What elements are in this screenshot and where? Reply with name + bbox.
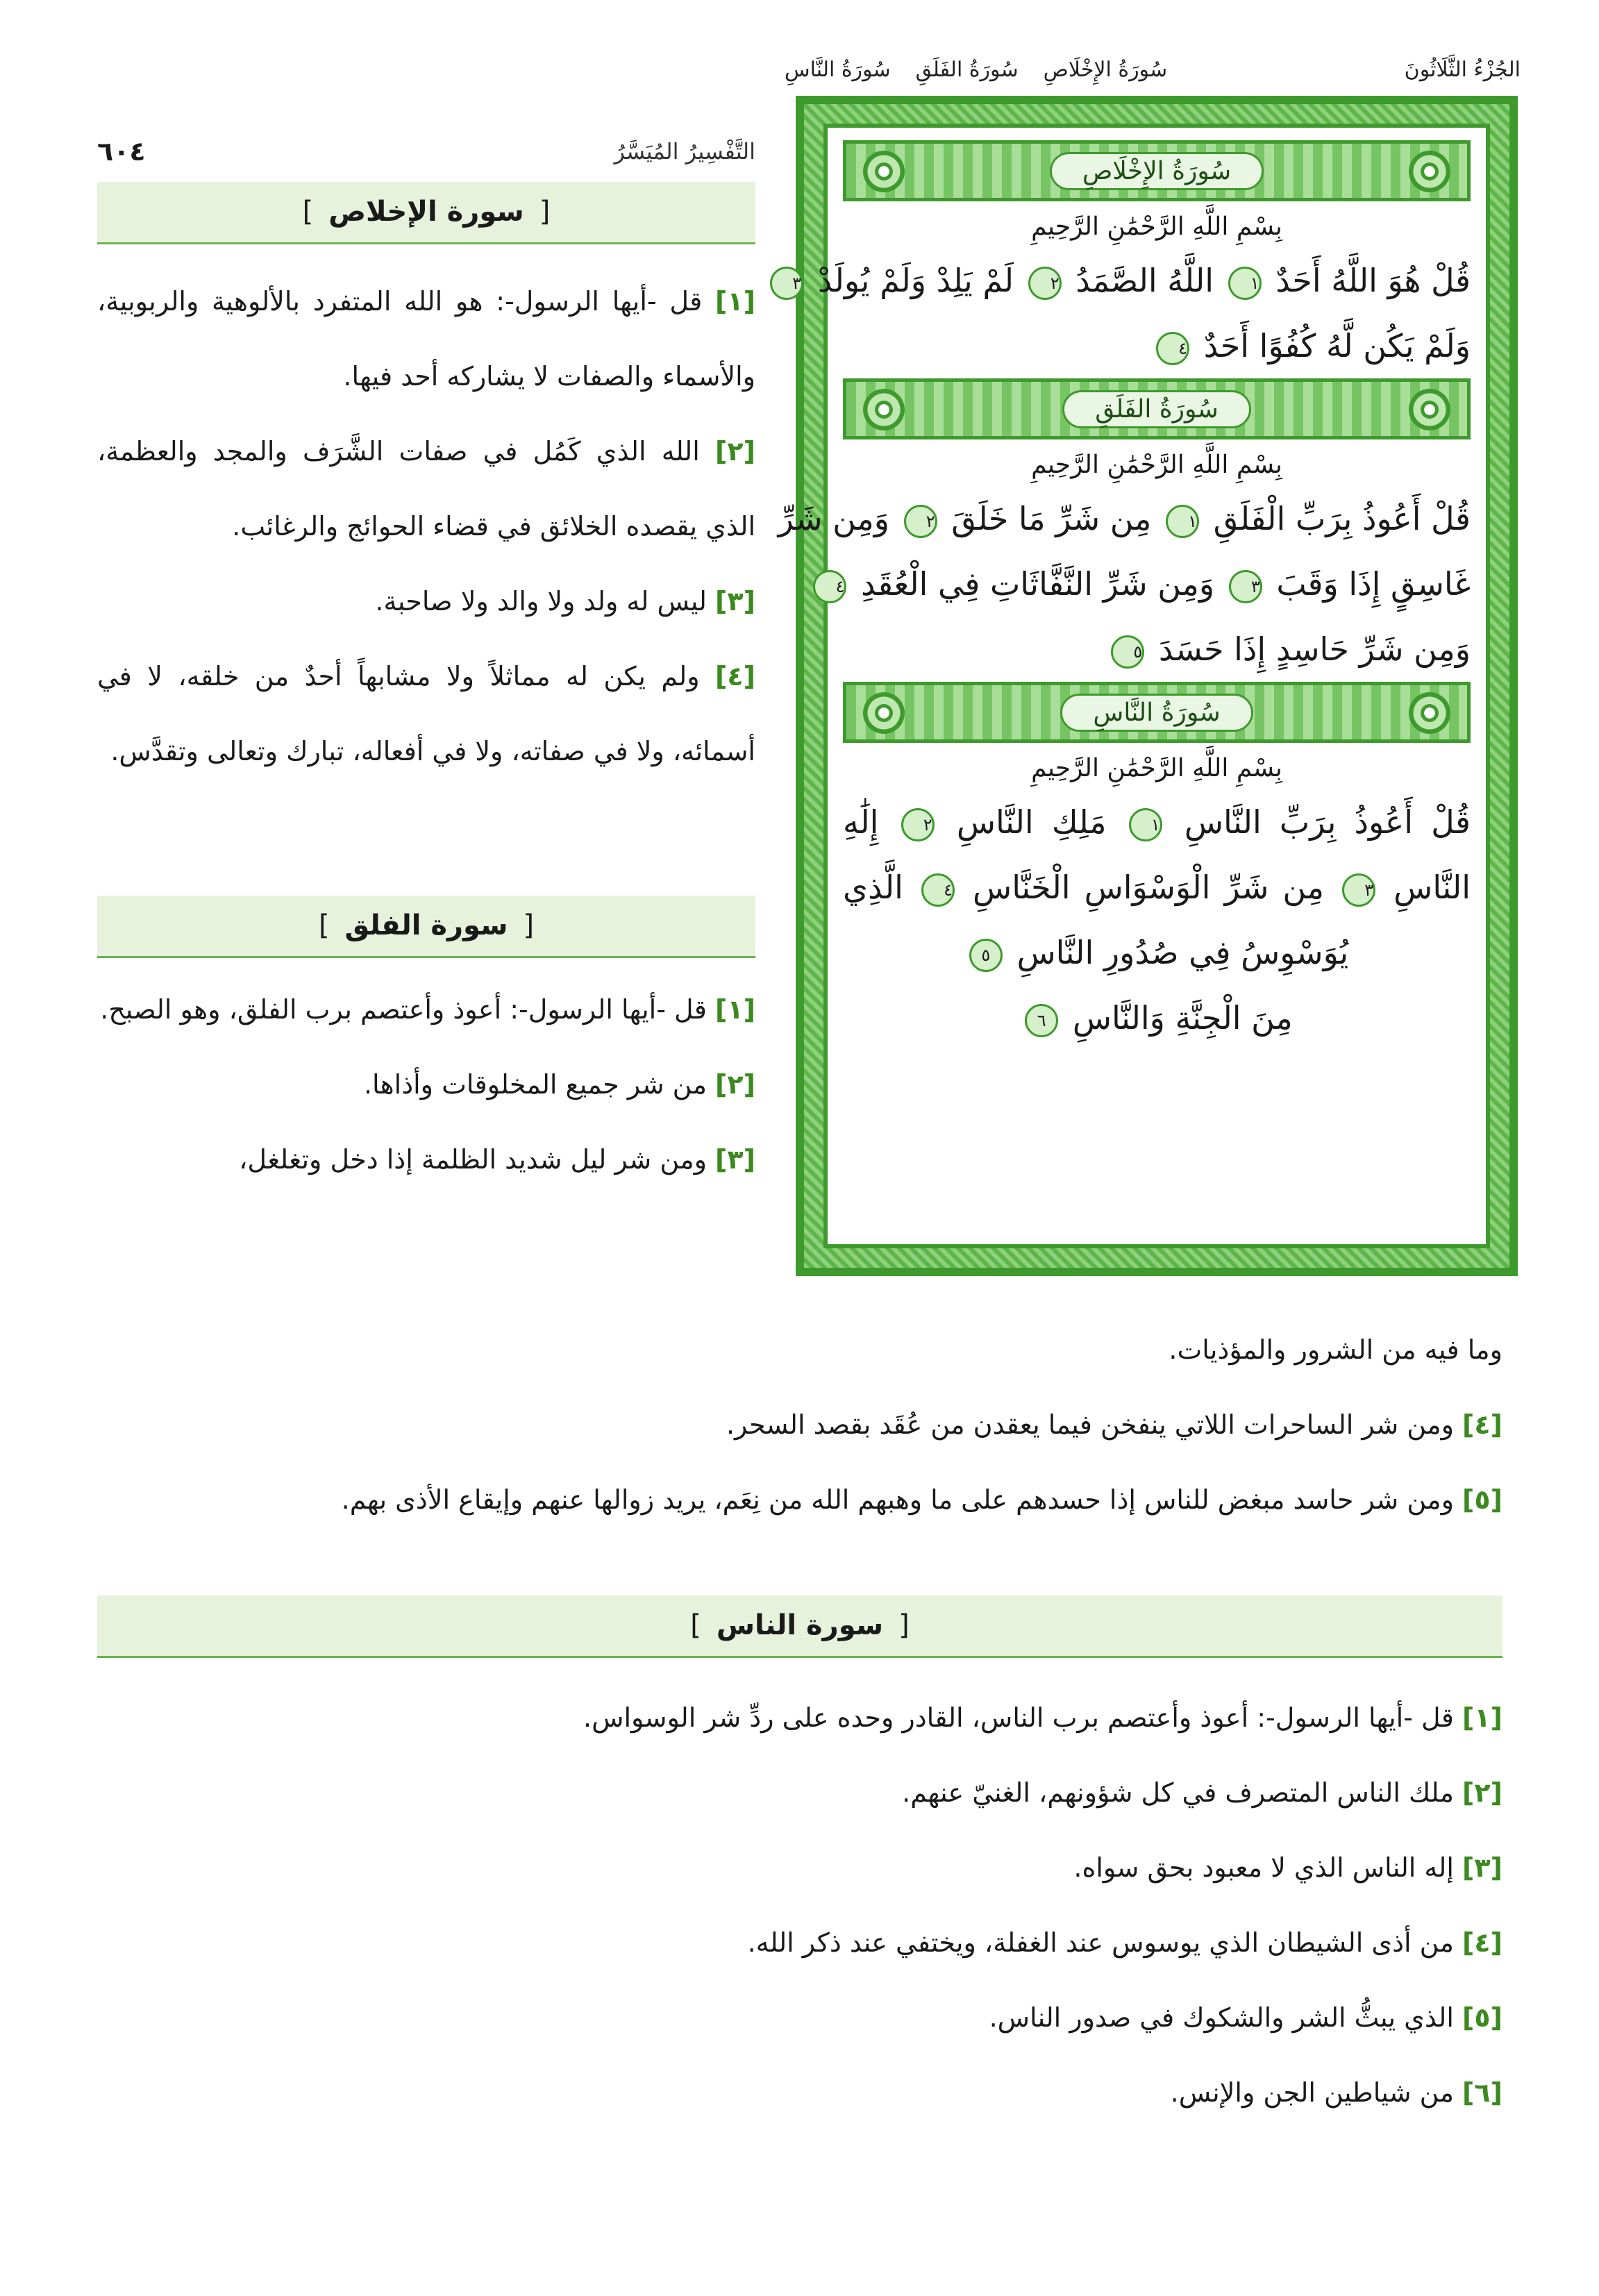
rosette-ornament-icon	[863, 389, 905, 430]
sura-banner-falaq	[843, 378, 1471, 439]
tafsir-falaq	[97, 972, 755, 1197]
ayah-number: [٤]	[1462, 1927, 1502, 1958]
verse-number-icon: ٤	[1156, 332, 1189, 365]
verse-line	[843, 313, 1471, 378]
verse-text: مِن شَرِّ الْوَسْوَاسِ الْخَنَّاسِ	[973, 869, 1325, 906]
rosette-ornament-icon	[1409, 389, 1450, 430]
basmala: بِسْمِ اللَّهِ الرَّحْمَٰنِ الرَّحِيمِ	[1031, 212, 1282, 241]
tafsir-item	[97, 1680, 1502, 1755]
verse-number-icon: ٢	[904, 505, 937, 538]
verse-text: قُلْ أَعُوذُ بِرَبِّ الْفَلَقِ	[1213, 500, 1471, 537]
juz-label: الجُزْءُ الثَّلَاثُونَ	[1404, 57, 1521, 82]
sura-title: سُورَةُ النَّاسِ	[1060, 694, 1253, 732]
sura-names	[785, 58, 1167, 82]
verse-text: وَمِن شَرِّ حَاسِدٍ إِذَا حَسَدَ	[1158, 630, 1471, 668]
tafsir-item	[97, 1047, 755, 1122]
section-header-falaq	[97, 896, 755, 958]
tafsir-text: من شياطين الجن والإنس.	[1170, 2077, 1454, 2108]
tafsir-text: ملك الناس المتصرف في كل شؤونهم، الغنيّ عنهم.	[902, 1777, 1454, 1808]
basmala: بِسْمِ اللَّهِ الرَّحْمَٰنِ الرَّحِيمِ	[1031, 451, 1282, 479]
verse-number-icon: ٦	[1025, 1004, 1058, 1037]
section-header-nas	[97, 1595, 1502, 1658]
tafsir-text: ومن شر ليل شديد الظلمة إذا دخل وتغلغل،	[239, 1144, 707, 1175]
book-title: التَّفْسِيرُ المُيَسَّرُ	[614, 138, 755, 165]
tafsir-text: ليس له ولد ولا والد ولا صاحبة.	[375, 586, 707, 617]
sura-banner-ikhlas	[843, 140, 1471, 201]
verse-text: اللَّهُ الصَّمَدُ	[1075, 262, 1214, 299]
tafsir-text: قل -أيها الرسول-: أعوذ وأعتصم برب الناس، القادر وحده على ردِّ شر الوسواس.	[583, 1702, 1454, 1733]
verse-line	[778, 486, 1471, 551]
ayah-number: [٣]	[715, 586, 755, 617]
ayah-number: [٤]	[1462, 1409, 1502, 1440]
verse-number-icon: ١	[1166, 505, 1199, 538]
ayah-number: [١]	[715, 286, 755, 317]
verse-text: وَمِن شَرِّ	[778, 500, 890, 537]
sura-banner-nas	[843, 682, 1471, 743]
tafsir-item	[97, 1755, 1502, 1830]
tafsir-item	[97, 1122, 755, 1197]
verse-text: قُلْ هُوَ اللَّهُ أَحَدٌ	[1275, 262, 1471, 299]
tafsir-item	[97, 639, 755, 789]
verse-text: مِنَ الْجِنَّةِ وَالنَّاسِ	[1072, 999, 1293, 1037]
ayah-number: [١]	[715, 994, 755, 1025]
tafsir-ikhlas	[97, 264, 755, 789]
tafsir-item	[97, 1980, 1502, 2055]
verse-number-icon: ٣	[1342, 873, 1375, 907]
bracket: [	[898, 1609, 910, 1641]
tafsir-item	[97, 972, 755, 1047]
tafsir-falaq-continued	[97, 1312, 1502, 1537]
running-header	[785, 49, 1521, 90]
verse-line	[843, 855, 1471, 920]
tafsir-item	[97, 1387, 1502, 1462]
verse-number-icon: ٣	[1229, 570, 1262, 603]
sura-title: سُورَةُ الفَلَقِ	[1062, 390, 1251, 428]
bracket: ]	[302, 196, 314, 228]
verse-number-icon: ٥	[1111, 635, 1144, 669]
verse-line	[843, 789, 1471, 855]
ayah-number: [١]	[1462, 1702, 1502, 1733]
verse-number-icon: ٣	[770, 267, 803, 300]
verse-text: وَمِن شَرِّ النَّفَّاثَاتِ فِي الْعُقَدِ	[861, 565, 1215, 603]
tafsir-item	[97, 1462, 1502, 1537]
verse-number-icon: ١	[1228, 267, 1262, 300]
section-header-ikhlas	[97, 182, 755, 244]
verse-line	[792, 248, 1471, 313]
bracket: ]	[690, 1609, 701, 1641]
verse-text: غَاسِقٍ إِذَا وَقَبَ	[1276, 565, 1471, 603]
verse-line	[843, 617, 1471, 682]
rosette-ornament-icon	[863, 151, 905, 192]
tafsir-text: ومن شر حاسد مبغض للناس إذا حسدهم على ما وهبهم الله من نِعَم، يريد زوالها عنهم وإيقاع الأذى بهم.	[341, 1484, 1454, 1515]
ayah-number: [٢]	[715, 436, 755, 467]
verse-number-icon: ٥	[969, 939, 1003, 972]
ayah-number: [٥]	[1462, 1484, 1502, 1515]
page-number: ٦٠٤	[97, 136, 146, 167]
sura-name-ikhlas: سُورَةُ الإِخْلَاصِ	[1043, 57, 1168, 82]
verse-number-icon: ١	[1129, 808, 1162, 841]
ayah-number: [٢]	[715, 1069, 755, 1100]
tafsir-text: قل -أيها الرسول-: أعوذ وأعتصم برب الفلق، وهو الصبح.	[100, 994, 707, 1025]
verse-number-icon: ٢	[901, 808, 935, 841]
verse-text: قُلْ أَعُوذُ بِرَبِّ النَّاسِ	[1184, 803, 1471, 841]
tafsir-text: الله الذي كَمُل في صفات الشَّرَف والمجد والعظمة، الذي يقصده الخلائق في قضاء الحوائج والرغائب.	[97, 436, 755, 542]
ayah-number: [٣]	[1462, 1852, 1502, 1883]
ayah-number: [٥]	[1462, 2002, 1502, 2033]
verse-text: النَّاسِ	[1393, 869, 1471, 906]
bracket: ]	[318, 910, 330, 941]
verse-text: وَلَمْ يَكُن لَّهُ كُفُوًا أَحَدٌ	[1203, 327, 1471, 364]
verse-number-icon: ٤	[813, 570, 846, 603]
tafsir-page-header	[97, 131, 755, 172]
bracket: [	[523, 910, 535, 941]
verse-text: مَلِكِ النَّاسِ	[956, 803, 1107, 841]
rosette-ornament-icon	[1409, 692, 1450, 734]
verse-text: الَّذِي	[843, 869, 903, 906]
sura-title: سُورَةُ الإِخْلَاصِ	[1050, 152, 1264, 190]
ayah-number: [٣]	[715, 1144, 755, 1175]
rosette-ornament-icon	[863, 692, 905, 734]
tafsir-text: قل -أيها الرسول-: هو الله المتفرد بالألوهية والربوبية، والأسماء والصفات لا يشاركه أحد فيها.	[97, 286, 755, 392]
section-title: سورة الإخلاص	[328, 196, 524, 228]
sura-name-falaq: سُورَةُ الفَلَقِ	[915, 57, 1019, 82]
tafsir-item	[97, 564, 755, 639]
mushaf-page	[778, 124, 1490, 1248]
section-title: سورة الفلق	[344, 910, 508, 941]
verse-text: لَمْ يَلِدْ وَلَمْ يُولَدْ	[817, 262, 1014, 299]
tafsir-text: من أذى الشيطان الذي يوسوس عند الغفلة، ويختفي عند ذكر الله.	[747, 1927, 1454, 1958]
verse-number-icon: ٤	[921, 873, 955, 907]
tafsir-text: ومن شر الساحرات اللاتي ينفخن فيما يعقدن من عُقَد بقصد السحر.	[726, 1409, 1454, 1440]
verse-line	[843, 985, 1471, 1050]
section-title: سورة الناس	[716, 1609, 884, 1641]
tafsir-nas	[97, 1680, 1502, 2130]
mushaf-frame	[778, 96, 1518, 1276]
rosette-ornament-icon	[1409, 151, 1450, 192]
verse-number-icon: ٢	[1028, 267, 1062, 300]
tafsir-text: ولم يكن له مماثلاً ولا مشابهاً أحدٌ من خلقه، لا في أسمائه، ولا في صفاته، ولا في أفعاله، تبارك وتعالى وتقدَّس.	[97, 661, 755, 766]
bracket: [	[539, 196, 551, 228]
ayah-number: [٦]	[1462, 2077, 1502, 2108]
tafsir-continuation: وما فيه من الشرور والمؤذيات.	[1169, 1334, 1502, 1365]
verse-line	[835, 551, 1471, 617]
tafsir-item	[97, 414, 755, 564]
sura-name-nas: سُورَةُ النَّاسِ	[785, 57, 891, 82]
tafsir-text: إله الناس الذي لا معبود بحق سواه.	[1073, 1852, 1454, 1883]
verse-line	[843, 920, 1471, 985]
tafsir-item	[97, 1905, 1502, 1980]
tafsir-item	[97, 264, 755, 414]
tafsir-text: من شر جميع المخلوقات وأذاها.	[363, 1069, 707, 1100]
verse-text: مِن شَرِّ مَا خَلَقَ	[951, 500, 1152, 537]
verse-text: إِلَٰهِ	[843, 803, 879, 841]
tafsir-item	[97, 2055, 1502, 2130]
verse-text: يُوَسْوِسُ فِي صُدُورِ النَّاسِ	[1016, 934, 1349, 971]
basmala: بِسْمِ اللَّهِ الرَّحْمَٰنِ الرَّحِيمِ	[1031, 754, 1282, 782]
tafsir-item	[97, 1830, 1502, 1905]
ayah-number: [٢]	[1462, 1777, 1502, 1808]
tafsir-text: الذي يبثُّ الشر والشكوك في صدور الناس.	[989, 2002, 1454, 2033]
ayah-number: [٤]	[715, 661, 755, 692]
